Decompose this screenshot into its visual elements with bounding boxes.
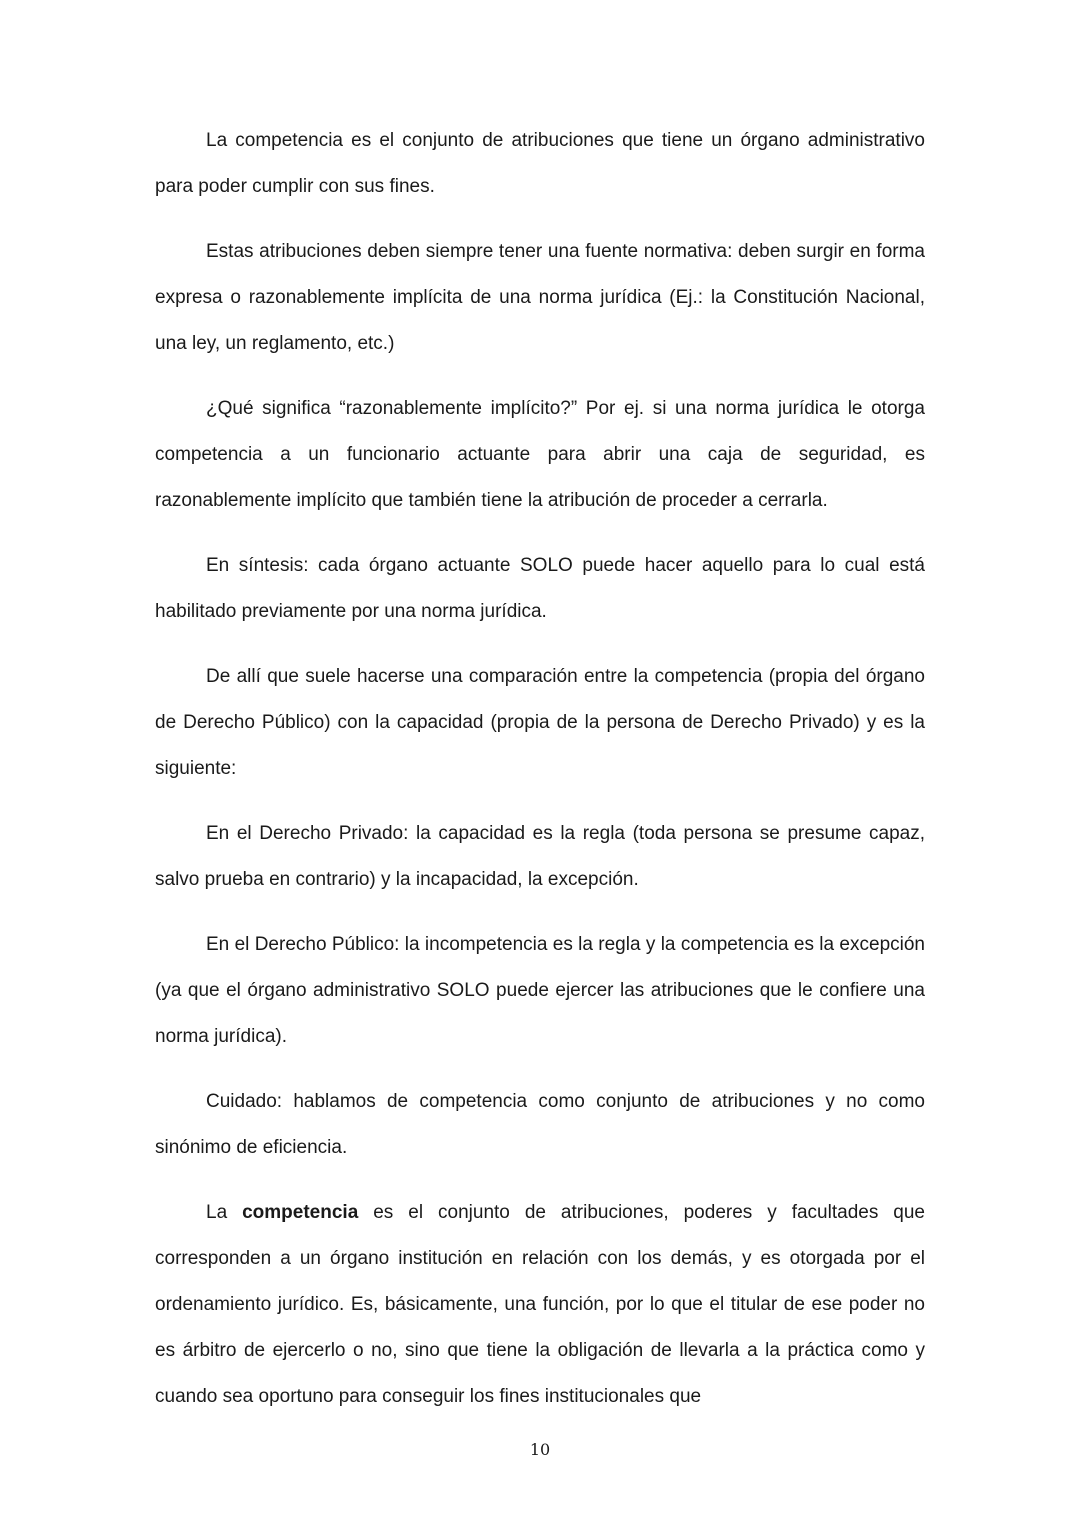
document-body xyxy=(155,118,925,1439)
paragraph-razonablemente-implicito: ¿Qué significa “razonablemente implícito?” Por ej. si una norma jurídica le otorga competencia a un funcionario actuante para abrir una caja de seguridad, es razonablemente implícito que también tiene la atribución de proceder a cerrarla. xyxy=(155,398,925,511)
paragraph-comparacion: De allí que suele hacerse una comparación entre la competencia (propia del órgano de Derecho Público) con la capacidad (propia de la persona de Derecho Privado) y es la siguiente: xyxy=(155,666,925,779)
paragraph-cuidado: Cuidado: hablamos de competencia como conjunto de atribuciones y no como sinónimo de eficiencia. xyxy=(155,1091,925,1158)
paragraph-fuente-normativa: Estas atribuciones deben siempre tener una fuente normativa: deben surgir en forma expresa o razonablemente implícita de una norma jurídica (Ej.: la Constitución Nacional, una ley, un reglamento, etc.) xyxy=(155,241,925,354)
bold-term-competencia: competencia xyxy=(242,1202,359,1223)
paragraph-lead-text: La xyxy=(206,1202,243,1223)
paragraph-sintesis: En síntesis: cada órgano actuante SOLO puede hacer aquello para lo cual está habilitado previamente por una norma jurídica. xyxy=(155,555,925,622)
paragraph-derecho-privado: En el Derecho Privado: la capacidad es la regla (toda persona se presume capaz, salvo prueba en contrario) y la incapacidad, la excepción. xyxy=(155,823,925,890)
paragraph-competencia-definition: La competencia es el conjunto de atribuciones que tiene un órgano administrativo para poder cumplir con sus fines. xyxy=(155,130,925,197)
paragraph-competencia-atribuciones xyxy=(155,1190,925,1420)
page-number: 10 xyxy=(529,1440,551,1459)
paragraph-derecho-publico: En el Derecho Público: la incompetencia es la regla y la competencia es la excepción (ya que el órgano administrativo SOLO puede ejercer las atribuciones que le confiere una norma jurídica). xyxy=(155,934,925,1047)
paragraph-rest-text: es el conjunto de atribuciones, poderes y facultades que corresponden a un órgano institución en relación con los demás, y es otorgada por el ordenamiento jurídico. Es, básicamente, una función, por lo que el titular de ese poder no es árbitro de ejercerlo o no, sino que tiene la obligación de llevarla a la práctica como y cuando sea oportuno para conseguir los fines institucionales que xyxy=(155,1202,925,1407)
